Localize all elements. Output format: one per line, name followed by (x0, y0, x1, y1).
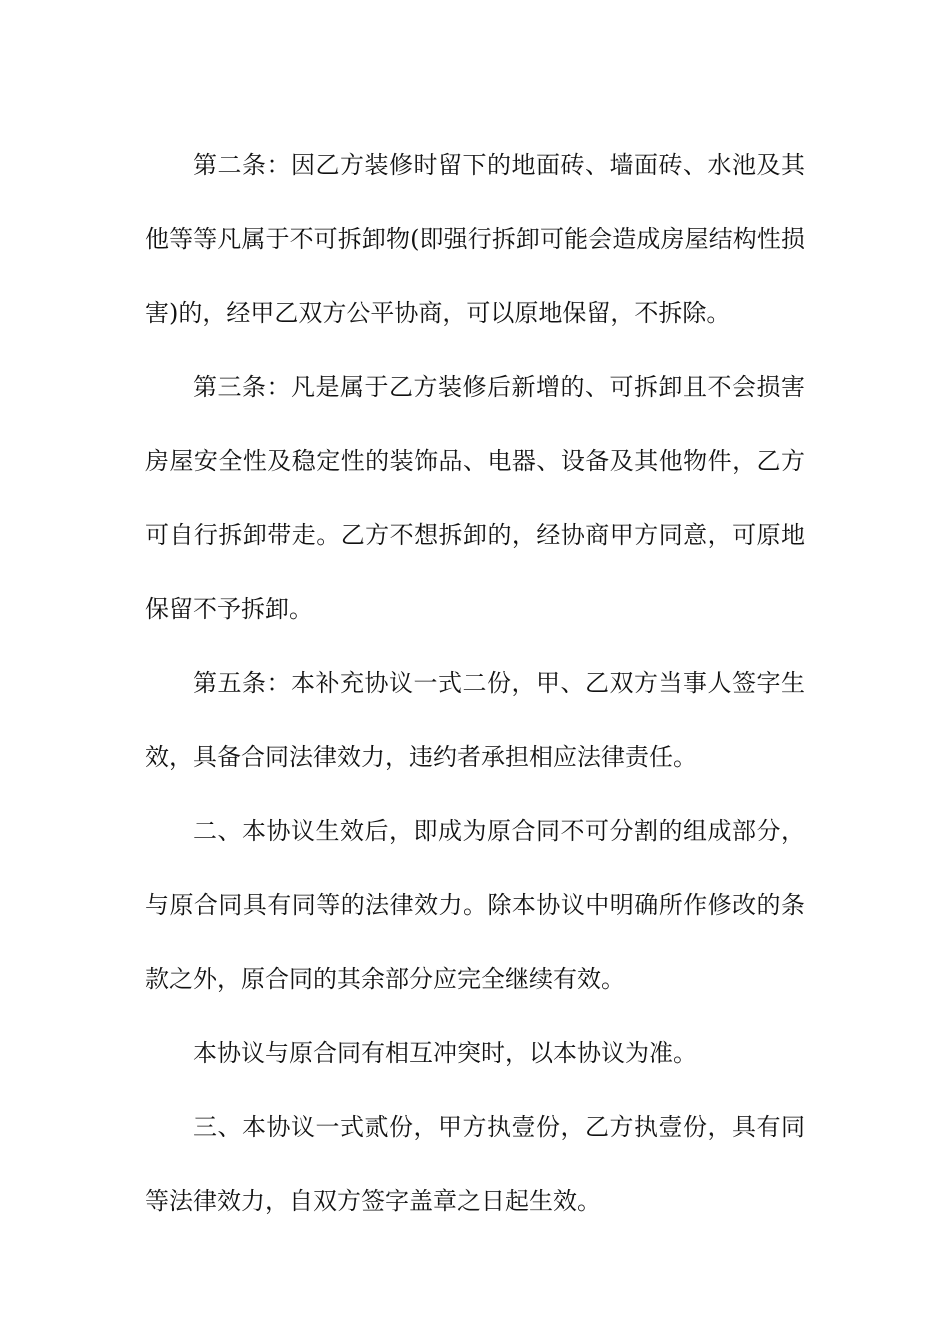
paragraph-precedence: 本协议与原合同有相互冲突时，以本协议为准。 (193, 1039, 697, 1067)
paragraph-article-2: 第二条：因乙方装修时留下的地面砖、墙面砖、水池及其他等等凡属于不可拆卸物(即强行拆卸可能会造成房屋结构性损害)的，经甲乙双方公平协商，可以原地保留，不拆除。 (145, 151, 805, 327)
paragraph-article-5: 第五条：本补充协议一式二份，甲、乙双方当事人签字生效，具备合同法律效力，违约者承担相应法律责任。 (145, 669, 805, 771)
document-body (145, 128, 805, 1238)
paragraph-article-3: 第三条：凡是属于乙方装修后新增的、可拆卸且不会损害房屋安全性及稳定性的装饰品、电器、设备及其他物件，乙方可自行拆卸带走。乙方不想拆卸的，经协商甲方同意，可原地保留不予拆卸。 (145, 373, 805, 623)
paragraph-section-3: 三、本协议一式贰份，甲方执壹份，乙方执壹份，具有同等法律效力，自双方签字盖章之日起生效。 (145, 1113, 805, 1215)
paragraph-section-2: 二、本协议生效后，即成为原合同不可分割的组成部分，与原合同具有同等的法律效力。除本协议中明确所作修改的条款之外，原合同的其余部分应完全继续有效。 (145, 817, 805, 993)
